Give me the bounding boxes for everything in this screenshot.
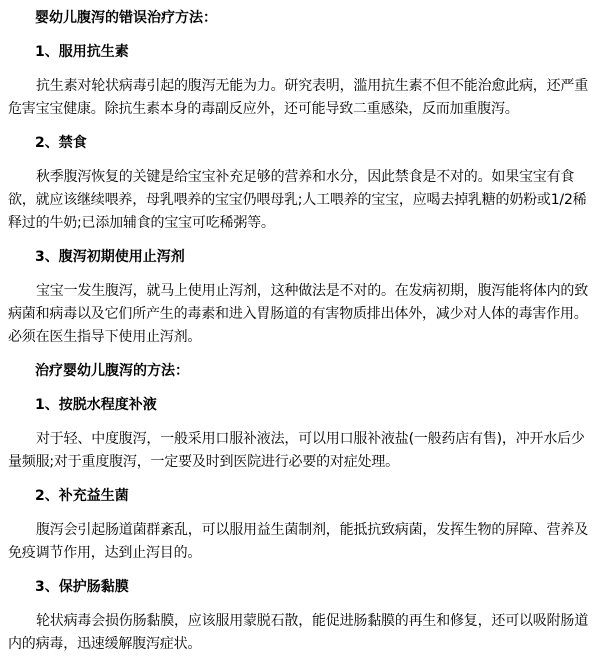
item-heading: 1、服用抗生素 bbox=[35, 44, 129, 60]
item-paragraph: 抗生素对轮状病毒引起的腹泻无能为力。研究表明，滥用抗生素不但不能治愈此病，还严重危害宝宝健康。除抗生素本身的毒副反应外，还可能导致二重感染，反而加重腹泻。 bbox=[8, 78, 588, 117]
item-heading: 2、禁食 bbox=[35, 135, 87, 151]
section-title-treatments: 治疗婴幼儿腹泻的方法： bbox=[35, 363, 189, 379]
section-title-wrong-treatments: 婴幼儿腹泻的错误治疗方法： bbox=[35, 10, 217, 26]
item-paragraph: 腹泻会引起肠道菌群紊乱，可以服用益生菌制剂，能抵抗致病菌，发挥生物的屏障、营养及免疫调节作用，达到止泻目的。 bbox=[8, 522, 588, 561]
item-heading: 3、保护肠黏膜 bbox=[35, 579, 129, 595]
item-heading: 1、按脱水程度补液 bbox=[35, 397, 157, 413]
item-heading: 3、腹泻初期使用止泻剂 bbox=[35, 249, 185, 265]
item-paragraph: 秋季腹泻恢复的关键是给宝宝补充足够的营养和水分，因此禁食是不对的。如果宝宝有食欲，就应该继续喂养，母乳喂养的宝宝仍喂母乳;人工喂养的宝宝，应喝去掉乳糖的奶粉或1/2稀释过的牛奶;已添加辅食的宝宝可吃稀粥等。 bbox=[8, 169, 587, 231]
item-paragraph: 宝宝一发生腹泻，就马上使用止泻剂，这种做法是不对的。在发病初期，腹泻能将体内的致病菌和病毒以及它们所产生的毒素和进入胃肠道的有害物质排出体外，减少对人体的毒害作用。必须在医生指导下使用止泻剂。 bbox=[8, 283, 588, 345]
item-paragraph: 轮状病毒会损伤肠黏膜，应该服用蒙脱石散，能促进肠黏膜的再生和修复，还可以吸附肠道内的病毒，迅速缓解腹泻症状。 bbox=[8, 613, 588, 652]
item-heading: 2、补充益生菌 bbox=[35, 488, 129, 504]
item-paragraph: 对于轻、中度腹泻，一般采用口服补液法，可以用口服补液盐(一般药店有售)，冲开水后少量频服;对于重度腹泻，一定要及时到医院进行必要的对症处理。 bbox=[8, 431, 585, 470]
